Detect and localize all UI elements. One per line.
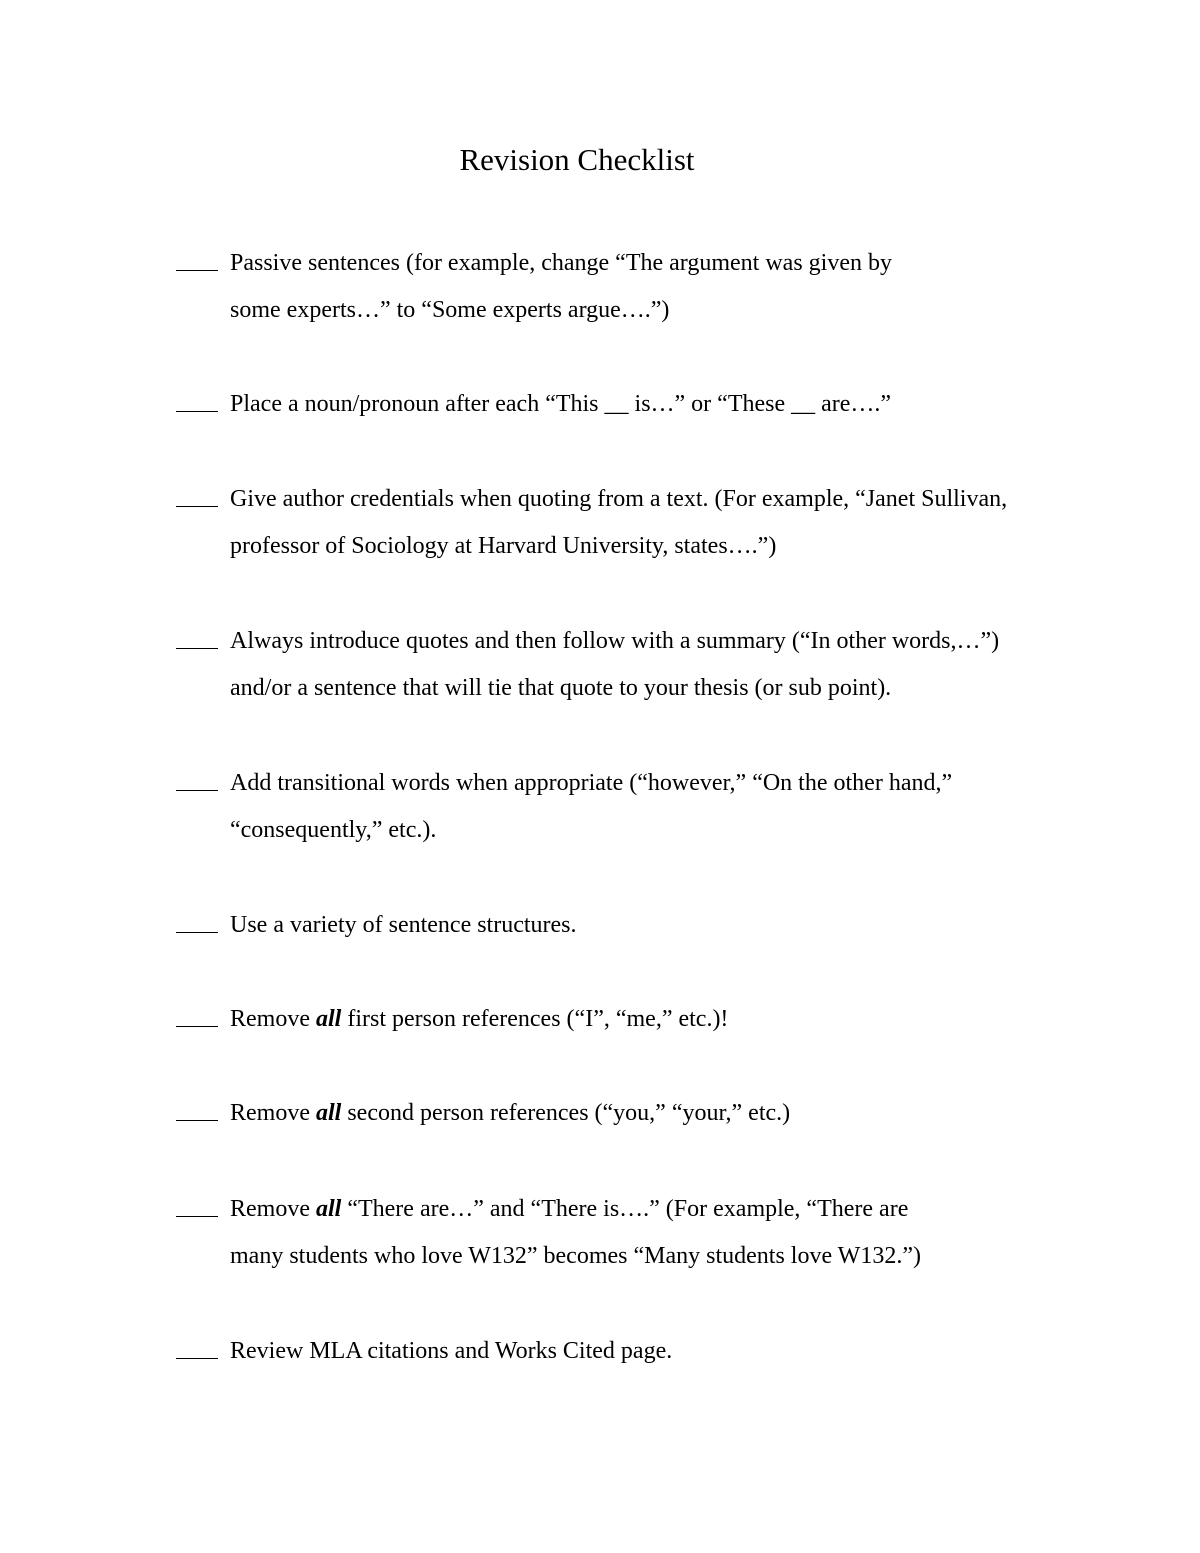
item-line: professor of Sociology at Harvard University, states….”) <box>230 533 777 559</box>
checklist-item-text <box>230 996 1130 1043</box>
item-emphasis: all <box>315 1196 342 1222</box>
item-line: some experts…” to “Some experts argue….”) <box>230 297 670 323</box>
item-rest: “There are…” and “There is….” (For example, “There are <box>347 1196 909 1222</box>
checkbox-blank-line[interactable] <box>176 648 218 649</box>
item-line: Give author credentials when quoting from a text. (For example, “Janet Sullivan, <box>230 486 1008 512</box>
checklist-item-text <box>230 1186 1130 1280</box>
item-line: and/or a sentence that will tie that quote to your thesis (or sub point). <box>230 675 892 701</box>
checkbox-blank-line[interactable] <box>176 1358 218 1359</box>
item-line: Add transitional words when appropriate (“however,” “On the other hand,” <box>230 770 953 796</box>
item-prefix: Remove <box>230 1100 310 1126</box>
item-line <box>230 1090 1130 1137</box>
item-rest: first person references (“I”, “me,” etc.)! <box>347 1006 729 1032</box>
checkbox-blank-line[interactable] <box>176 1026 218 1027</box>
item-prefix: Remove <box>230 1196 310 1222</box>
item-line <box>230 1186 1130 1233</box>
checklist-item-text <box>230 760 1130 854</box>
item-line <box>230 996 1130 1043</box>
item-prefix: Remove <box>230 1006 310 1032</box>
item-rest: second person references (“you,” “your,” etc.) <box>347 1100 791 1126</box>
item-line: Always introduce quotes and then follow with a summary (“In other words,…”) <box>230 628 1000 654</box>
item-line: Place a noun/pronoun after each “This __ is…” or “These __ are….” <box>230 391 892 417</box>
checklist-item-text <box>230 618 1130 712</box>
checklist-item-text <box>230 1328 1130 1375</box>
checkbox-blank-line[interactable] <box>176 270 218 271</box>
checklist-item-text <box>230 381 1130 428</box>
checkbox-blank-line[interactable] <box>176 790 218 791</box>
checklist-item-text <box>230 902 1130 949</box>
checklist-item-text <box>230 1090 1130 1137</box>
item-emphasis: all <box>315 1100 342 1126</box>
item-line: many students who love W132” becomes “Many students love W132.”) <box>230 1243 921 1269</box>
page-title: Revision Checklist <box>459 142 695 177</box>
checkbox-blank-line[interactable] <box>176 411 218 412</box>
item-line: Review MLA citations and Works Cited page. <box>230 1338 673 1364</box>
checkbox-blank-line[interactable] <box>176 1216 218 1217</box>
checklist-item-text <box>230 476 1130 570</box>
item-line: Use a variety of sentence structures. <box>230 912 577 938</box>
item-emphasis: all <box>315 1006 342 1032</box>
checklist-item-text <box>230 240 1130 334</box>
item-line: “consequently,” etc.). <box>230 817 437 843</box>
checkbox-blank-line[interactable] <box>176 932 218 933</box>
checkbox-blank-line[interactable] <box>176 506 218 507</box>
item-line: Passive sentences (for example, change “The argument was given by <box>230 250 892 276</box>
checkbox-blank-line[interactable] <box>176 1120 218 1121</box>
